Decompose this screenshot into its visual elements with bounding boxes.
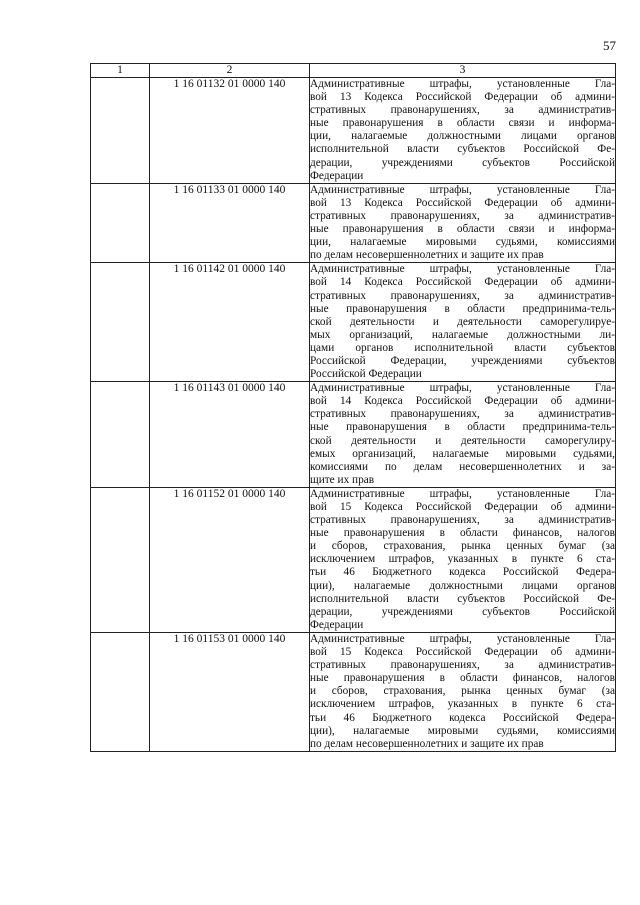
description-line: ции, налагаемые должностными лицами органов [310, 130, 615, 143]
description-line: тьи 46 Бюджетного кодекса Российской Федера- [310, 566, 615, 579]
description-line: вой 13 Кодекса Российской Федерации об админи- [310, 91, 615, 104]
row-number-cell [91, 78, 150, 184]
row-number-cell [91, 487, 150, 632]
description-line: по делам несовершеннолетних и защите их прав [310, 737, 544, 750]
description-cell [310, 263, 616, 382]
description-line: стративных правонарушениях, за административ- [310, 209, 615, 222]
description-line: ской деятельности и деятельности саморегулиру- [310, 434, 615, 447]
description-line: Административные штрафы, установленные Гла- [310, 78, 615, 90]
description-line: ные правонарушения в области предпринима-тель- [310, 421, 615, 434]
description-line: Федерации [310, 618, 364, 631]
description-line: вой 13 Кодекса Российской Федерации об админи- [310, 196, 615, 209]
description-cell [310, 78, 616, 184]
description-line: исполнительной власти субъектов Российской Фе- [310, 592, 615, 605]
description-line: щите их прав [310, 473, 375, 486]
table-row [91, 487, 616, 632]
description-line: исключением штрафов, указанных в пункте 6 ста- [310, 553, 615, 566]
description-line: ской деятельности и деятельности саморегулируе- [310, 315, 615, 328]
description-line: стративных правонарушениях, за административ- [310, 104, 615, 117]
row-number-cell [91, 183, 150, 263]
description-line: дерации, учреждениями субъектов Российской [310, 605, 615, 618]
description-line: вой 15 Кодекса Российской Федерации об админи- [310, 501, 615, 513]
description-line: Административные штрафы, установленные Гла- [310, 487, 615, 500]
column-header-2: 2 [150, 64, 310, 78]
budget-code-cell: 1 16 01143 01 0000 140 [150, 382, 310, 488]
description-line: дерации, учреждениями субъектов Российской [310, 156, 615, 169]
table-row [91, 263, 616, 382]
description-line: тьи 46 Бюджетного кодекса Российской Федера- [310, 711, 615, 724]
column-header-3: 3 [310, 64, 616, 78]
table-row [91, 78, 616, 184]
description-line: Российской Федерации [310, 368, 422, 381]
table-row [91, 632, 616, 751]
description-line: вой 14 Кодекса Российской Федерации об админи- [310, 395, 615, 408]
description-line: вой 15 Кодекса Российской Федерации об админи- [310, 646, 615, 659]
description-line: ции), налагаемые мировыми судьями, комиссиями [310, 724, 615, 737]
description-line: Административные штрафы, установленные Гла- [310, 382, 615, 395]
description-line: стративных правонарушениях, за административ- [310, 514, 615, 527]
description-line: ции), налагаемые должностными лицами органов [310, 579, 615, 592]
budget-code-cell: 1 16 01152 01 0000 140 [150, 487, 310, 632]
description-line: цами органов исполнительной власти субъектов [310, 341, 615, 354]
description-line: стративных правонарушениях, за административ- [310, 289, 615, 302]
row-number-cell [91, 632, 150, 751]
description-line: комиссиями по делам несовершеннолетних и за- [310, 460, 615, 473]
description-line: исполнительной власти субъектов Российской Фе- [310, 143, 615, 156]
description-line: по делам несовершеннолетних и защите их прав [310, 249, 544, 262]
description-line: емых организаций, налагаемые мировыми судьями, [310, 447, 615, 460]
description-line: ные правонарушения в области связи и информа- [310, 117, 615, 130]
page-number: 57 [603, 38, 616, 53]
description-line: мых организаций, налагаемые должностными ли- [310, 328, 615, 341]
description-line: Административные штрафы, установленные Гла- [310, 183, 615, 196]
budget-code-cell: 1 16 01142 01 0000 140 [150, 263, 310, 382]
description-line: Административные штрафы, установленные Гла- [310, 632, 615, 645]
description-line: Российской Федерации, учреждениями субъектов [310, 354, 615, 367]
description-line: ные правонарушения в области финансов, налогов [310, 672, 615, 685]
description-line: ные правонарушения в области финансов, налогов [310, 527, 615, 540]
description-line: исключением штрафов, указанных в пункте 6 ста- [310, 698, 615, 711]
description-line: и сборов, страхования, рынка ценных бумаг (за [310, 540, 615, 553]
description-cell [310, 487, 616, 632]
column-header-1: 1 [91, 64, 150, 78]
table-row [91, 382, 616, 488]
description-line: ные правонарушения в области связи и информа- [310, 223, 615, 236]
budget-classification-table [90, 63, 616, 752]
description-line: Административные штрафы, установленные Гла- [310, 263, 615, 276]
description-cell [310, 632, 616, 751]
budget-code-cell: 1 16 01132 01 0000 140 [150, 78, 310, 184]
description-line: стративных правонарушениях, за административ- [310, 408, 615, 421]
row-number-cell [91, 263, 150, 382]
description-line: ции, налагаемые мировыми судьями, комиссиями [310, 236, 615, 249]
budget-code-cell: 1 16 01133 01 0000 140 [150, 183, 310, 263]
row-number-cell [91, 382, 150, 488]
description-line: Федерации [310, 169, 364, 182]
description-cell [310, 183, 616, 263]
description-line: вой 14 Кодекса Российской Федерации об админи- [310, 276, 615, 289]
table-row [91, 183, 616, 263]
description-cell [310, 382, 616, 488]
budget-code-cell: 1 16 01153 01 0000 140 [150, 632, 310, 751]
description-line: стративных правонарушениях, за административ- [310, 659, 615, 672]
description-line: ные правонарушения в области предпринима-тель- [310, 302, 615, 315]
description-line: и сборов, страхования, рынка ценных бумаг (за [310, 685, 615, 698]
table-header-row [91, 64, 616, 78]
